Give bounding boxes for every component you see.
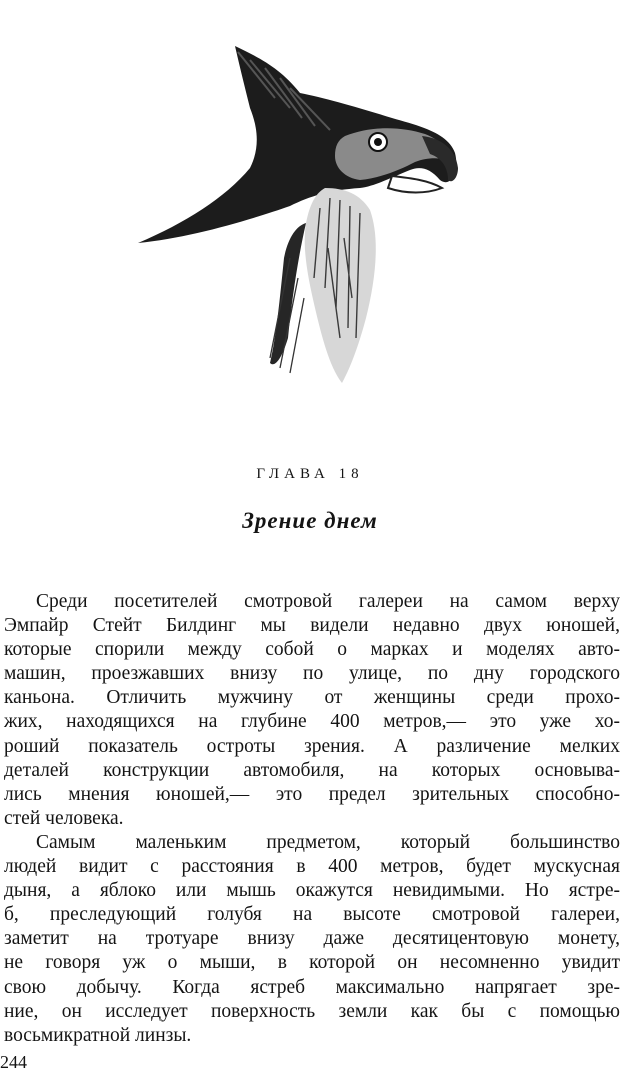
text-line: деталей конструкции автомобиля, на которых основыва- <box>4 759 620 781</box>
text-line: роший показатель остроты зрения. А различение мелких <box>4 735 620 757</box>
text-line: не говоря уж о мыши, в которой он несомненно увидит <box>4 952 620 974</box>
text-line: которые спорили между собой о марках и моделях авто- <box>4 639 620 661</box>
chapter-label: ГЛАВА 18 <box>256 466 364 482</box>
text-line: людей видит с расстояния в 400 метров, будет мускусная <box>4 856 620 878</box>
text-line: заметит на тротуаре внизу даже десятицентовую монету, <box>4 928 620 950</box>
body-text <box>4 590 620 1048</box>
text-line: дыня, а яблоко или мышь окажутся невидимыми. Но ястре- <box>4 880 620 902</box>
text-line: восьмикратной линзы. <box>4 1024 192 1046</box>
text-line: лись мнения юношей,— это предел зрительных способно- <box>4 783 620 805</box>
text-line: каньона. Отличить мужчину от женщины среди прохо- <box>4 687 620 709</box>
chapter-title: Зрение днем <box>242 508 378 533</box>
page-number: 244 <box>0 1052 27 1072</box>
text-line: стей человека. <box>4 807 124 829</box>
text-line: свою добычу. Когда ястреб максимально напрягает зре- <box>4 976 620 998</box>
hawk-head-illustration <box>130 38 470 388</box>
text-line: Среди посетителей смотровой галереи на самом верху <box>36 591 620 612</box>
text-line: машин, проезжавших внизу по улице, по дну городского <box>4 663 620 685</box>
text-line: б, преследующий голубя на высоте смотровой галереи, <box>4 904 620 926</box>
text-line: Эмпайр Стейт Билдинг мы видели недавно двух юношей, <box>4 615 620 637</box>
text-line: жих, находящихся на глубине 400 метров,— это уже хо- <box>4 711 620 733</box>
text-line: Самым маленьким предметом, который большинство <box>36 831 620 853</box>
text-line: ние, он исследует поверхность земли как бы с помощью <box>4 1000 620 1022</box>
